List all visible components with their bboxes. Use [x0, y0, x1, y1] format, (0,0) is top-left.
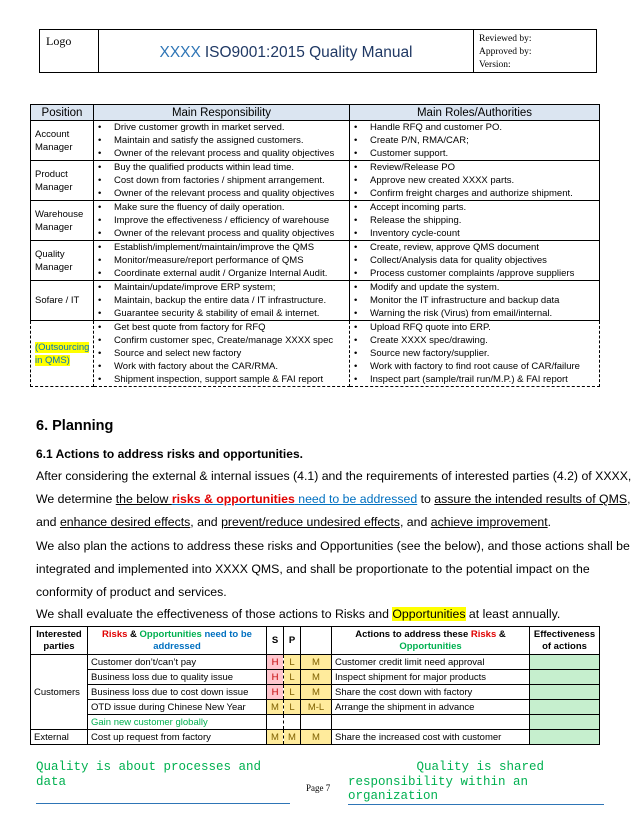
level-cell: M [301, 730, 332, 745]
level-cell: M [301, 670, 332, 685]
footer-quote-right [348, 760, 604, 805]
text-run: prevent/reduce undesired effects [221, 515, 400, 529]
review-block [473, 30, 596, 72]
effectiveness-cell [530, 700, 600, 715]
list-item: • Work with factory to find root cause of CAR/failure [350, 360, 599, 373]
risk-opportunity-table [30, 626, 600, 745]
severity-cell: H [267, 655, 284, 670]
col-probability: P [284, 627, 301, 655]
level-cell: M [301, 655, 332, 670]
authority-cell [350, 161, 600, 201]
table-row [31, 730, 600, 745]
list-item: • Approve new created XXXX parts. [350, 174, 599, 187]
list-item: • Confirm freight charges and authorize shipment. [350, 187, 599, 200]
authority-cell [350, 241, 600, 281]
opportunities-highlight: Opportunities [392, 607, 466, 621]
action-cell: Inspect shipment for major products [332, 670, 530, 685]
version: Version: [479, 60, 511, 70]
footer-line: Quality is shared [416, 760, 544, 774]
list-item: • Owner of the relevant process and quality objectives [94, 227, 349, 240]
list-item: • Guarantee security & stability of email & internet. [94, 307, 349, 320]
party-cell: Customers [31, 655, 88, 730]
risk-cell: Customer don’t/can’t pay [88, 655, 267, 670]
authority-cell [350, 281, 600, 321]
list-item: • Shipment inspection, support sample & FAI report [94, 373, 349, 386]
paragraph-line: We also plan the actions to address these risks and Opportunities (see the below), and those actions shall be [36, 539, 630, 553]
risks-opportunities-link [172, 492, 295, 506]
table-row [31, 201, 600, 241]
table-row [31, 685, 600, 700]
text-run: Opportunities [139, 628, 202, 640]
text-run: and [36, 515, 60, 529]
list-item: • Create P/N, RMA/CAR; [350, 134, 599, 147]
action-cell: Arrange the shipment in advance [332, 700, 530, 715]
roles-table-header [31, 105, 600, 121]
risk-cell: Cost up request from factory [88, 730, 267, 745]
col-interested-parties: Interested parties [31, 627, 88, 655]
table-row [31, 715, 600, 730]
position-cell: Product Manager [31, 161, 94, 201]
list-item: • Owner of the relevant process and quality objectives [94, 147, 349, 160]
position-cell [31, 321, 94, 387]
text-run: enhance desired effects [59, 515, 191, 529]
list-item: • Coordinate external audit / Organize Internal Audit. [94, 267, 349, 280]
action-cell [332, 715, 530, 730]
authority-cell [350, 121, 600, 161]
probability-cell: M [284, 730, 301, 745]
level-cell [301, 715, 332, 730]
responsibility-cell [94, 241, 350, 281]
list-item: • Establish/implement/maintain/improve the QMS [94, 241, 349, 254]
action-cell: Customer credit limit need approval [332, 655, 530, 670]
list-item: • Warning the risk (Virus) from email/internal. [350, 307, 599, 320]
title-text: ISO9001:2015 Quality Manual [204, 44, 413, 61]
text-run: achieve improvement [430, 515, 548, 529]
list-item: • Maintain, backup the entire data / IT infrastructure. [94, 294, 349, 307]
table-row [31, 670, 600, 685]
col-severity: S [267, 627, 284, 655]
responsibility-cell [94, 321, 350, 387]
reviewed-by: Reviewed by: [479, 34, 532, 44]
effectiveness-cell [530, 730, 600, 745]
severity-cell: H [267, 685, 284, 700]
list-item: • Source and select new factory [94, 347, 349, 360]
list-item: • Improve the effectiveness / efficiency of warehouse [94, 214, 349, 227]
list-item: • Drive customer growth in market served. [94, 121, 349, 134]
text-run: Risks [470, 628, 497, 640]
outsourcing-label: (Outsourcing in QMS) [35, 341, 90, 366]
probability-cell: L [284, 700, 301, 715]
col-risks-opportunities [88, 627, 267, 655]
table-row [31, 121, 600, 161]
page-number: Page 7 [306, 783, 331, 793]
list-item: • Source new factory/supplier. [350, 347, 599, 360]
paragraph-line [36, 492, 630, 506]
text-run: at least annually. [465, 607, 561, 621]
section-heading: 6. Planning [36, 418, 114, 434]
list-item: • Process customer complaints /approve suppliers [350, 267, 599, 280]
severity-cell: M [267, 700, 284, 715]
approved-by: Approved by: [479, 47, 532, 57]
risk-cell: Business loss due to quality issue [88, 670, 267, 685]
text-run: & [496, 628, 506, 640]
probability-cell: L [284, 685, 301, 700]
subsection-heading: 6.1 Actions to address risks and opportunities. [36, 447, 303, 461]
footer-line: data [36, 774, 67, 789]
risk-cell: OTD issue during Chinese New Year [88, 700, 267, 715]
text-run: need to be addressed [294, 492, 418, 506]
list-item: • Inventory cycle-count [350, 227, 599, 240]
text-run: . [547, 515, 552, 529]
text-run: We shall evaluate the effectiveness of those actions to Risks and [36, 607, 393, 621]
list-item: • Collect/Analysis data for quality objectives [350, 254, 599, 267]
paragraph-line: After considering the external & internal issues (4.1) and the requirements of interested parties (4.2) of XXXX, [36, 469, 632, 483]
col-responsibility: Main Responsibility [94, 105, 350, 121]
text-run: , and [190, 515, 222, 529]
text-run: , [627, 492, 631, 506]
col-authorities: Main Roles/Authorities [350, 105, 600, 121]
title-company: XXXX [159, 44, 201, 61]
table-row [31, 655, 600, 670]
risk-table-header [31, 627, 600, 655]
text-run: assure the intended results of QMS [434, 492, 628, 506]
list-item: • Make sure the fluency of daily operation. [94, 201, 349, 214]
action-cell: Share the increased cost with customer [332, 730, 530, 745]
responsibility-cell [94, 281, 350, 321]
position-cell: Quality Manager [31, 241, 94, 281]
text-run: Risks [102, 628, 128, 640]
text-run: to [417, 492, 435, 506]
position-cell: Sofare / IT [31, 281, 94, 321]
effectiveness-cell [530, 685, 600, 700]
table-row [31, 161, 600, 201]
footer-quote-left [36, 760, 290, 804]
probability-cell [284, 715, 301, 730]
logo-placeholder: Logo [40, 30, 99, 72]
opportunity-cell: Gain new customer globally [88, 715, 267, 730]
table-row [31, 281, 600, 321]
paragraph-line [36, 607, 560, 621]
col-effectiveness: Effectiveness of actions [530, 627, 600, 655]
footer-line: organization [348, 789, 439, 803]
text-run: Opportunities [399, 640, 462, 652]
list-item: • Handle RFQ and customer PO. [350, 121, 599, 134]
text-run: need to be addressed [153, 628, 252, 652]
document-header [39, 29, 597, 73]
list-item: • Create XXXX spec/drawing. [350, 334, 599, 347]
list-item: • Create, review, approve QMS document [350, 241, 599, 254]
outsourcing-row [31, 321, 600, 387]
list-item: • Get best quote from factory for RFQ [94, 321, 349, 334]
level-cell: M [301, 685, 332, 700]
authority-cell [350, 201, 600, 241]
col-position: Position [31, 105, 94, 121]
action-cell: Share the cost down with factory [332, 685, 530, 700]
list-item: • Review/Release PO [350, 161, 599, 174]
responsibility-cell [94, 201, 350, 241]
position-cell: Warehouse Manager [31, 201, 94, 241]
list-item: • Monitor the IT infrastructure and backup data [350, 294, 599, 307]
roles-table [30, 104, 600, 387]
party-cell: External [31, 730, 88, 745]
table-row [31, 700, 600, 715]
footer-line: Quality is about processes and [36, 760, 262, 774]
list-item: • Work with factory about the CAR/RMA. [94, 360, 349, 373]
paragraph-line [36, 515, 551, 529]
list-item: • Cost down from factories / shipment arrangement. [94, 174, 349, 187]
list-item: • Maintain/update/improve ERP system; [94, 281, 349, 294]
severity-cell: M [267, 730, 284, 745]
probability-cell: L [284, 670, 301, 685]
list-item: • Monitor/measure/report performance of QMS [94, 254, 349, 267]
list-item: • Owner of the relevant process and quality objectives [94, 187, 349, 200]
col-level [301, 627, 332, 655]
list-item: • Buy the qualified products within lead time. [94, 161, 349, 174]
position-cell: Account Manager [31, 121, 94, 161]
list-item: • Maintain and satisfy the assigned customers. [94, 134, 349, 147]
effectiveness-cell [530, 715, 600, 730]
col-actions [332, 627, 530, 655]
responsibility-cell [94, 121, 350, 161]
effectiveness-cell [530, 655, 600, 670]
text-run: risks & opportunities [171, 492, 295, 506]
table-row [31, 241, 600, 281]
probability-cell: L [284, 655, 301, 670]
text-run: the below [115, 492, 172, 506]
list-item: • Modify and update the system. [350, 281, 599, 294]
effectiveness-cell [530, 670, 600, 685]
list-item: • Confirm customer spec, Create/manage XXXX spec [94, 334, 349, 347]
responsibility-cell [94, 161, 350, 201]
authority-cell [350, 321, 600, 387]
footer-line: responsibility within an [348, 774, 529, 789]
list-item: • Upload RFQ quote into ERP. [350, 321, 599, 334]
paragraph-line: integrated and implemented into XXXX QMS, and shall be proportionate to the potential impact on the [36, 562, 590, 576]
text-run: & [127, 628, 140, 640]
severity-cell: H [267, 670, 284, 685]
level-cell: M-L [301, 700, 332, 715]
risk-cell: Business loss due to cost down issue [88, 685, 267, 700]
list-item: • Inspect part (sample/trail run/M.P.) & FAI report [350, 373, 599, 386]
severity-cell [267, 715, 284, 730]
paragraph-line: conformity of product and services. [36, 585, 227, 599]
text-run: Actions to address these [355, 628, 471, 640]
document-title [99, 30, 473, 72]
text-run: We determine [36, 492, 116, 506]
list-item: • Accept incoming parts. [350, 201, 599, 214]
list-item: • Customer support. [350, 147, 599, 160]
text-run: , and [399, 515, 431, 529]
list-item: • Release the shipping. [350, 214, 599, 227]
